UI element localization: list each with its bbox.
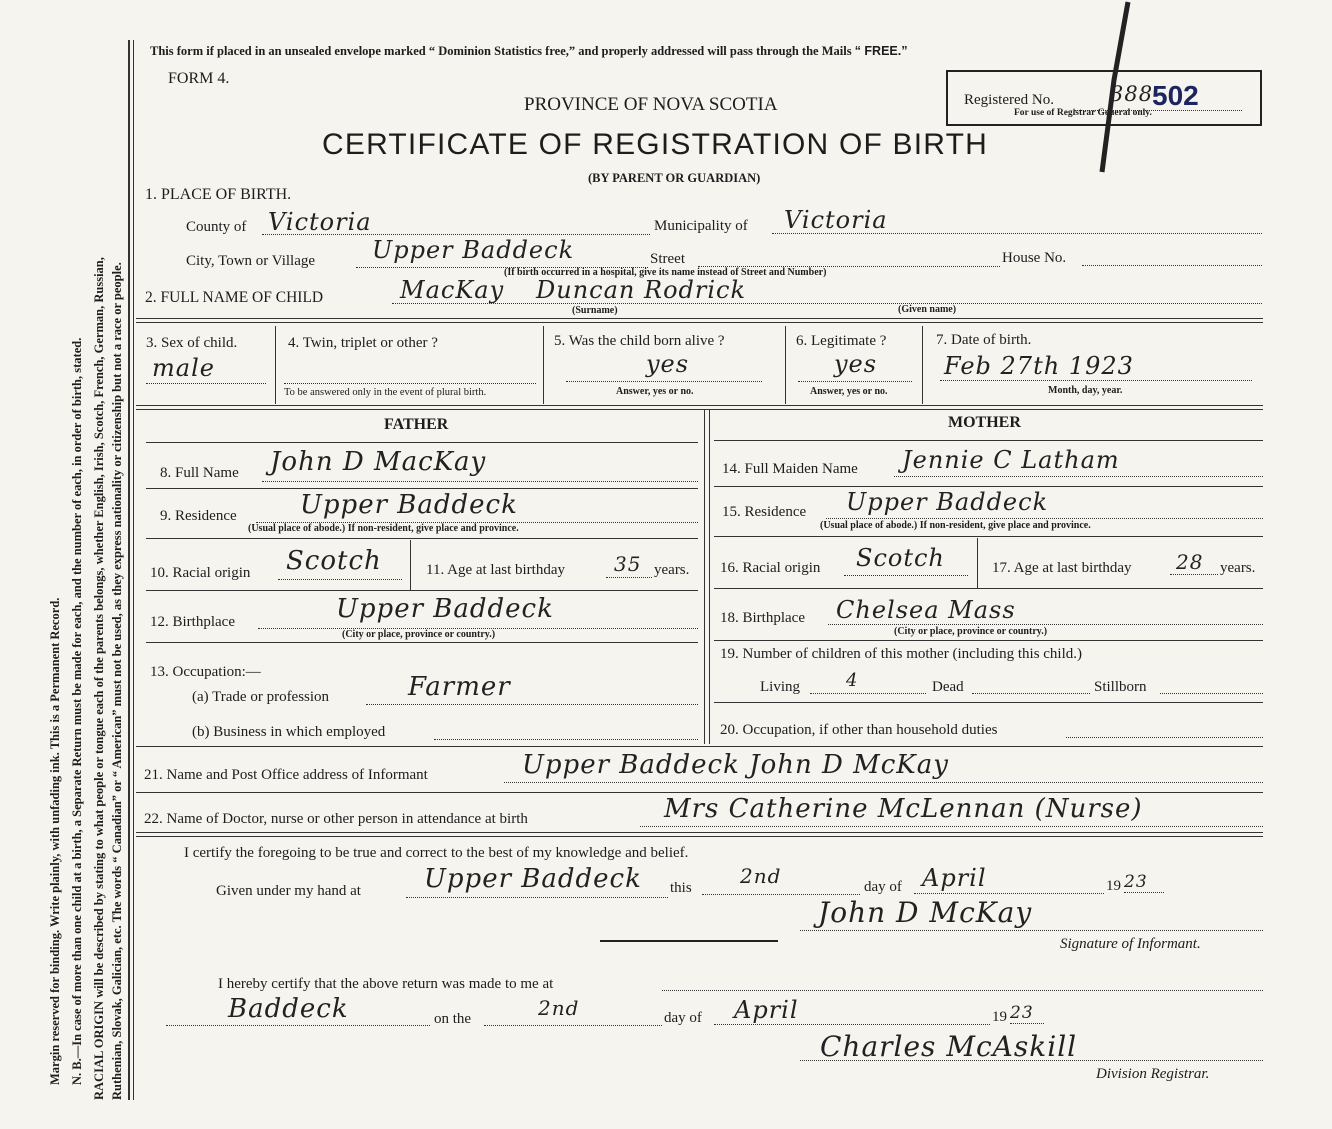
doctor-line [640,826,1263,827]
mother-racial-value: Scotch [856,544,945,572]
dob-note: Month, day, year. [1048,385,1123,396]
signature-rule-left [600,940,778,942]
registrar-month-value: April [734,996,799,1024]
father-racial-label: 10. Racial origin [150,565,251,581]
registrar-place-value: Baddeck [228,994,349,1024]
child-name-line [392,303,1262,304]
child-given-name: Duncan Rodrick [536,276,747,304]
father-business-label: (b) Business in which employed [192,724,386,740]
twin-label: 4. Twin, triplet or other ? [288,335,438,351]
cert-day-of-label: day of [864,879,902,895]
cert-month-value: April [922,864,987,892]
mother-residence-label: 15. Residence [722,504,807,520]
alive-value: yes [646,350,690,378]
father-name-line [262,481,698,482]
father-trade-label: (a) Trade or profession [192,689,330,705]
doctor-label: 22. Name of Doctor, nurse or other person in attendance at birth [144,811,528,827]
certificate-subtitle: (BY PARENT OR GUARDIAN) [588,171,761,185]
divider-5-6 [785,326,786,404]
mother-name-line [894,476,1263,477]
mother-racial-line [844,575,968,576]
street-label: Street [650,251,685,267]
sex-line [146,383,266,384]
cert-year-line [1124,892,1164,893]
father-heading: FATHER [384,416,449,433]
father-age-line [606,577,652,578]
rule-parents-bottom [136,746,1263,747]
rule-doctor-a [136,832,1263,833]
registrar-certify-statement: I hereby certify that the above return was made to me at [218,976,554,992]
registrar-signature: Charles McAskill [820,1030,1078,1063]
mother-rule-1 [714,486,1263,487]
informant-value: Upper Baddeck John D McKay [522,750,949,780]
father-business-line [434,739,698,740]
divider-3-4 [275,326,276,404]
dob-line [940,380,1252,381]
mail-notice-text: This form if placed in an unsealed envelope marked “ Dominion Statistics free,” and properly addressed will pass through the Mails [150,44,852,58]
living-line [810,693,926,694]
cert-month-line [914,893,1104,894]
mail-notice [150,44,907,59]
parents-divider-a [704,409,705,744]
living-value: 4 [846,670,859,691]
mother-age-label: 17. Age at last birthday [992,560,1132,576]
legitimate-value: yes [834,350,878,378]
mail-notice-free: “ FREE.” [854,44,908,58]
cert-day-line [702,894,860,895]
registrar-year-line [1010,1023,1044,1024]
mother-age-value: 28 [1176,550,1204,574]
informant-label: 21. Name and Post Office address of Informant [144,767,428,783]
mother-residence-value: Upper Baddeck [846,488,1049,516]
divider-4-5 [543,326,544,404]
father-trade-value: Farmer [408,672,511,702]
father-racial-value: Scotch [286,546,382,576]
legitimate-note: Answer, yes or no. [810,386,888,397]
father-birthplace-note: (City or place, province or country.) [342,629,496,640]
father-years: years. [654,562,690,578]
registrar-use-note: For use of Registrar General only. [1014,108,1152,118]
doctor-value: Mrs Catherine McLennan (Nurse) [664,794,1143,824]
registrar-year-prefix: 19 [992,1009,1007,1025]
father-age-value: 35 [614,552,642,576]
registrar-month-line [714,1024,990,1025]
father-residence-value: Upper Baddeck [300,490,518,520]
sex-value: male [152,354,215,382]
this-label: this [670,880,692,896]
mother-name-label: 14. Full Maiden Name [722,461,858,477]
mother-racial-label: 16. Racial origin [720,560,821,576]
given-place-line [406,897,668,898]
mother-rule-3 [714,588,1263,589]
mother-rule-5 [714,702,1263,703]
margin-note-racial-origin-1: RACIAL ORIGIN will be described by stating to what people or tongue each of the parents belongs, whether English, Irish, Scotch, French, German, Russian, [92,257,106,1100]
legitimate-line [798,381,912,382]
alive-label: 5. Was the child born alive ? [554,333,725,349]
father-residence-label: 9. Residence [160,508,237,524]
father-name-value: John D MacKay [270,447,487,477]
municipality-label: Municipality of [654,218,748,234]
dob-value: Feb 27th 1923 [944,352,1134,380]
mother-occupation-label: 20. Occupation, if other than household duties [720,722,998,738]
twin-note: To be answered only in the event of plural birth. [284,387,487,398]
registrar-day-line [484,1025,662,1026]
municipality-value: Victoria [784,206,888,234]
informant-signature-line [800,930,1263,931]
registered-number-stamp: 502 [1152,80,1199,111]
mother-name-value: Jennie C Latham [902,446,1120,474]
mother-rule-2 [714,536,1263,537]
parents-divider-b [709,409,710,744]
given-place-value: Upper Baddeck [424,864,642,894]
mother-residence-line [826,518,1263,519]
living-label: Living [760,679,800,695]
father-rule-0 [146,442,698,443]
margin-note-multiple-births: N. B.—In case of more than one child at a birth, a Separate Return must be made for each, and the number of each, in order of birth, stated. [70,337,84,1085]
mother-rule-4 [714,640,1263,641]
father-rule-2 [146,538,698,539]
mother-birthplace-note: (City or place, province or country.) [894,626,1048,637]
sex-label: 3. Sex of child. [146,335,238,351]
house-number-label: House No. [1002,250,1067,266]
registered-label: Registered No. [964,92,1054,108]
father-name-label: 8. Full Name [160,465,239,481]
mother-years: years. [1220,560,1256,576]
county-value: Victoria [268,208,372,236]
dead-line [972,693,1090,694]
registrar-certify-line [662,990,1263,991]
mother-birthplace-value: Chelsea Mass [836,596,1016,624]
father-age-label: 11. Age at last birthday [426,562,565,578]
place-of-birth-heading: 1. PLACE OF BIRTH. [145,186,292,203]
mother-residence-note: (Usual place of abode.) If non-resident, give place and province. [820,520,1091,531]
registrar-on-the-label: on the [434,1011,472,1027]
rule-mid-a [136,405,1263,406]
province-heading: PROVINCE OF NOVA SCOTIA [524,94,778,115]
city-label: City, Town or Village [186,253,316,269]
dead-label: Dead [932,679,964,695]
certify-statement: I certify the foregoing to be true and correct to the best of my knowledge and belief. [184,845,689,861]
child-surname: MacKay [400,276,505,304]
mother-racial-divider [977,538,978,588]
informant-line [504,782,1263,783]
certificate-title: CERTIFICATE OF REGISTRATION OF BIRTH [322,128,989,161]
binding-margin-line-inner [133,40,134,1100]
mother-rule-0 [714,440,1263,441]
hospital-note: (If birth occurred in a hospital, give its name instead of Street and Number) [504,267,827,278]
surname-caption: (Surname) [572,305,618,316]
cert-year-prefix: 19 [1106,878,1121,894]
city-value: Upper Baddeck [372,236,575,264]
margin-note-racial-origin-2: Ruthenian, Slovak, Galician, etc. The words “ Canadian” or “ American” must not be used, as they express nationality or citizenship but not a race or people. [110,262,124,1100]
pen-stroke [1080,0,1140,180]
child-name-label: 2. FULL NAME OF CHILD [145,289,324,306]
father-birthplace-label: 12. Birthplace [150,614,235,630]
father-racial-line [278,579,402,580]
registrar-signature-caption: Division Registrar. [1096,1066,1210,1082]
alive-line [566,381,762,382]
mother-occupation-line [1066,737,1263,738]
registered-number-handwritten: 388 [1110,82,1154,106]
mother-heading: MOTHER [948,414,1021,431]
registrar-place-line [166,1025,430,1026]
divider-6-7 [922,326,923,404]
informant-signature: John D McKay [818,896,1033,929]
rule-top-a [136,318,1263,319]
father-occupation-label: 13. Occupation:— [150,664,261,680]
alive-note: Answer, yes or no. [616,386,694,397]
form-number: FORM 4. [168,70,230,87]
registrar-day-value: 2nd [538,996,580,1020]
house-number-line [1082,265,1262,266]
father-rule-1 [146,488,698,489]
father-birthplace-value: Upper Baddeck [336,594,554,624]
county-label: County of [186,219,247,235]
given-under-label: Given under my hand at [216,883,361,899]
father-rule-4 [146,642,698,643]
rule-mid-b [136,409,1263,410]
father-racial-divider [410,540,411,590]
legitimate-label: 6. Legitimate ? [796,333,887,349]
father-rule-3 [146,590,698,591]
given-name-caption: (Given name) [898,304,957,315]
registrar-day-of-label: day of [664,1010,702,1026]
binding-margin-line [128,40,130,1100]
margin-note-binding: Margin reserved for binding. Write plainly, with unfading ink. This is a Permanent Record. [48,597,62,1085]
registrar-year-value: 23 [1010,1003,1034,1023]
father-trade-line [366,704,698,705]
mother-children-label: 19. Number of children of this mother (including this child.) [720,646,1083,662]
rule-doctor-b [136,836,1263,837]
informant-signature-caption: Signature of Informant. [1060,936,1201,952]
mother-age-line [1170,574,1218,575]
father-residence-note: (Usual place of abode.) If non-resident, give place and province. [248,523,519,534]
rule-top-b [136,322,1263,323]
rule-informant [136,792,1263,793]
stillborn-line [1160,693,1263,694]
dob-label: 7. Date of birth. [936,332,1032,348]
cert-year-value: 23 [1124,872,1148,892]
mother-birthplace-line [828,624,1263,625]
twin-line [284,383,536,384]
stillborn-label: Stillborn [1094,679,1147,695]
mother-birthplace-label: 18. Birthplace [720,610,805,626]
cert-day-value: 2nd [740,864,782,888]
